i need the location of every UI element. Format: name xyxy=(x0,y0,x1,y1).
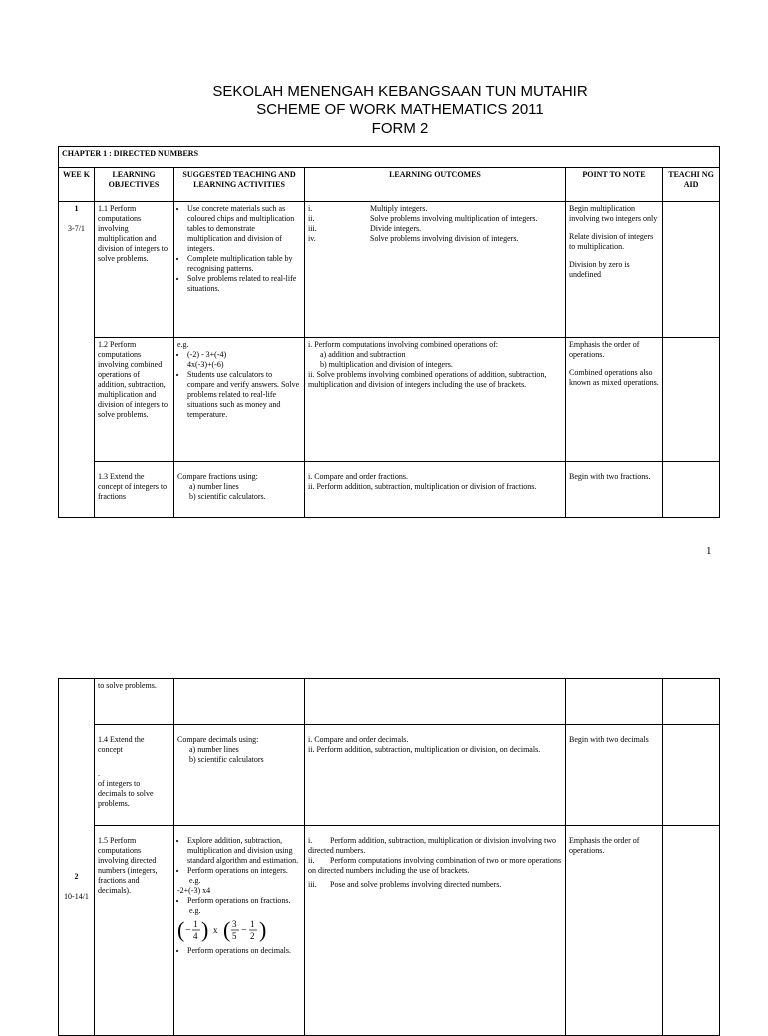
scheme-title: SCHEME OF WORK MATHEMATICS 2011 xyxy=(256,101,544,118)
minus-sign: − xyxy=(185,925,191,936)
paren-right: ) xyxy=(259,917,267,942)
frac-den-b: 4 xyxy=(193,931,198,941)
note-text: Combined operations also known as mixed operations. xyxy=(569,368,659,387)
notes-cont xyxy=(566,679,663,725)
paren-left: ( xyxy=(223,917,231,942)
activity-intro: Compare fractions using: xyxy=(177,472,258,481)
week-cell xyxy=(59,202,95,518)
outcomes-1-2 xyxy=(305,338,566,462)
page-number: 1 xyxy=(706,545,712,557)
activity-sub: b) scientific calculators. xyxy=(189,492,266,501)
activity-item: • Perform operations on integers. xyxy=(187,866,301,876)
frac-num-a: 1 xyxy=(193,919,198,929)
outcome-item: ii. Solve problems involving combined operations of addition, subtraction, multiplication and division of integers including the use of brackets. xyxy=(308,370,547,389)
col-outcomes: LEARNING OUTCOMES xyxy=(305,168,566,202)
note-text: Begin with two fractions. xyxy=(569,472,651,481)
objective-cont: to solve problems. xyxy=(95,679,174,725)
note-text: Division by zero is undefined xyxy=(569,260,630,279)
activities-1-1 xyxy=(174,202,305,338)
outcome-item: iii. Divide integers. xyxy=(308,224,422,233)
aid-cell xyxy=(663,202,720,338)
note-text: Begin with two decimals xyxy=(569,735,649,744)
notes-1-2 xyxy=(566,338,663,462)
aid-cell xyxy=(663,338,720,462)
col-notes: POINT TO NOTE xyxy=(566,168,663,202)
objective-1-2: 1.2 Perform computations involving combined operations of addition, subtraction, multiplication and division of integers to solve problems. xyxy=(95,338,174,462)
scheme-table-page-2 xyxy=(58,678,720,1036)
frac-den-d: 5 xyxy=(232,931,237,941)
activity-item: • Use concrete materials such as coloured chips and multiplication tables to demonstrate multiplication and division of integers. xyxy=(187,204,301,254)
objective-1-1: 1.1 Perform computations involving multiplication and division of integers to solve problems. xyxy=(95,202,174,338)
activity-intro: Compare decimals using: xyxy=(177,735,259,744)
aid-cell xyxy=(663,725,720,826)
col-aid: TEACHI NG AID xyxy=(663,168,720,202)
outcome-item: ii. Perform addition, subtraction, multiplication or division, on decimals. xyxy=(308,745,541,754)
outcome-item: ii. Solve problems involving multiplication of integers. xyxy=(308,214,538,223)
eg-label: e.g. xyxy=(189,906,201,915)
objective-text: 1.4 Extend the concept xyxy=(98,735,145,754)
aid-cell xyxy=(663,462,720,518)
week-cell xyxy=(59,679,95,1036)
activities-1-4 xyxy=(174,725,305,826)
activity-item: • Perform operations on fractions. xyxy=(187,896,301,906)
notes-1-3 xyxy=(566,462,663,518)
outcome-item: iv. Solve problems involving division of integers. xyxy=(308,234,519,243)
activity-sub: a) number lines xyxy=(189,482,239,491)
activity-item: • Perform operations on decimals. xyxy=(187,946,301,956)
activity-sub: b) scientific calculators xyxy=(189,755,264,764)
activity-item: • Explore addition, subtraction, multiplication and division using standard algorithm and estimation. xyxy=(187,836,301,866)
notes-1-5 xyxy=(566,826,663,1036)
eg-label: e.g. xyxy=(189,876,201,885)
school-title: SEKOLAH MENENGAH KEBANGSAAN TUN MUTAHIR xyxy=(212,83,588,100)
activity-sub: a) number lines xyxy=(189,745,239,754)
activity-item: • Complete multiplication table by recognising patterns. xyxy=(187,254,301,274)
objective-text: of integers to decimals to solve problems. xyxy=(98,779,154,808)
outcome-item: i. Compare and order decimals. xyxy=(308,735,409,744)
frac-den-f: 2 xyxy=(250,931,255,941)
outcome-item: ii. Perform computations involving combination of two or more operations on directed numbers including the use of brackets. xyxy=(308,856,562,875)
outcomes-1-3 xyxy=(305,462,566,518)
week-number: 2 xyxy=(74,872,79,881)
outcome-item: iii. Pose and solve problems involving directed numbers. xyxy=(308,880,502,889)
col-activities: SUGGESTED TEACHING AND LEARNING ACTIVITIES xyxy=(174,168,305,202)
col-week: WEE K xyxy=(59,168,95,202)
outcome-item: i. Compare and order fractions. xyxy=(308,472,408,481)
paren-right: ) xyxy=(201,917,209,942)
activities-1-5 xyxy=(174,826,305,1036)
objective-1-3: 1.3 Extend the concept of integers to fractions xyxy=(95,462,174,518)
aid-cell xyxy=(663,679,720,725)
frac-num-c: 3 xyxy=(232,919,237,929)
outcome-item: i. Perform computations involving combined operations of: xyxy=(308,340,498,349)
activities-1-2 xyxy=(174,338,305,462)
activities-1-3 xyxy=(174,462,305,518)
paren-left: ( xyxy=(177,917,185,942)
note-text: Begin multiplication involving two integers only xyxy=(569,204,658,223)
scheme-table-page-1 xyxy=(58,146,720,518)
week-number: 1 xyxy=(74,204,79,213)
aid-cell xyxy=(663,826,720,1036)
times-sign: x xyxy=(213,925,218,935)
note-text: Emphasis the order of operations. xyxy=(569,836,640,855)
col-objectives: LEARNING OBJECTIVES xyxy=(95,168,174,202)
notes-1-4 xyxy=(566,725,663,826)
outcome-sub: a) addition and subtraction xyxy=(320,350,406,359)
outcomes-cont xyxy=(305,679,566,725)
week-date: 3-7/1 xyxy=(68,224,85,233)
outcome-item: i. Perform addition, subtraction, multiplication or division involving two directed numbers. xyxy=(308,836,556,855)
objective-1-5: 1.5 Perform computations involving directed numbers (integers, fractions and decimals). xyxy=(95,826,174,1036)
activity-item: • Solve problems related to real-life situations. xyxy=(187,274,301,294)
notes-1-1 xyxy=(566,202,663,338)
fraction-expression-svg xyxy=(177,916,277,946)
eg-label: e.g. xyxy=(177,340,189,349)
chapter-title: CHAPTER 1 : DIRECTED NUMBERS xyxy=(59,147,720,168)
form-title: FORM 2 xyxy=(371,120,429,137)
outcomes-1-5 xyxy=(305,826,566,1036)
minus-sign: − xyxy=(241,925,247,936)
outcomes-1-1 xyxy=(305,202,566,338)
outcomes-1-4 xyxy=(305,725,566,826)
example-item: • (-2) - 3+(-4) xyxy=(187,350,301,360)
activities-cont xyxy=(174,679,305,725)
outcome-item: ii. Perform addition, subtraction, multiplication or division of fractions. xyxy=(308,482,537,491)
example-item: 4x(-3)+(-6) xyxy=(187,360,224,369)
outcome-sub: b) multiplication and division of integers. xyxy=(320,360,453,369)
objective-1-4 xyxy=(95,725,174,826)
note-text: Emphasis the order of operations. xyxy=(569,340,640,359)
week-date: 10-14/1 xyxy=(64,892,89,901)
note-text: Relate division of integers to multiplication. xyxy=(569,232,654,251)
fraction-expression xyxy=(177,916,301,946)
frac-num-e: 1 xyxy=(250,919,255,929)
example-item: -2+(-3) x4 xyxy=(177,886,211,895)
activity-item: • Students use calculators to compare and verify answers. Solve problems related to real-life situations such as money and temperature. xyxy=(187,370,301,420)
outcome-item: i. Multiply integers. xyxy=(308,204,428,213)
objective-dot: . xyxy=(98,769,100,778)
